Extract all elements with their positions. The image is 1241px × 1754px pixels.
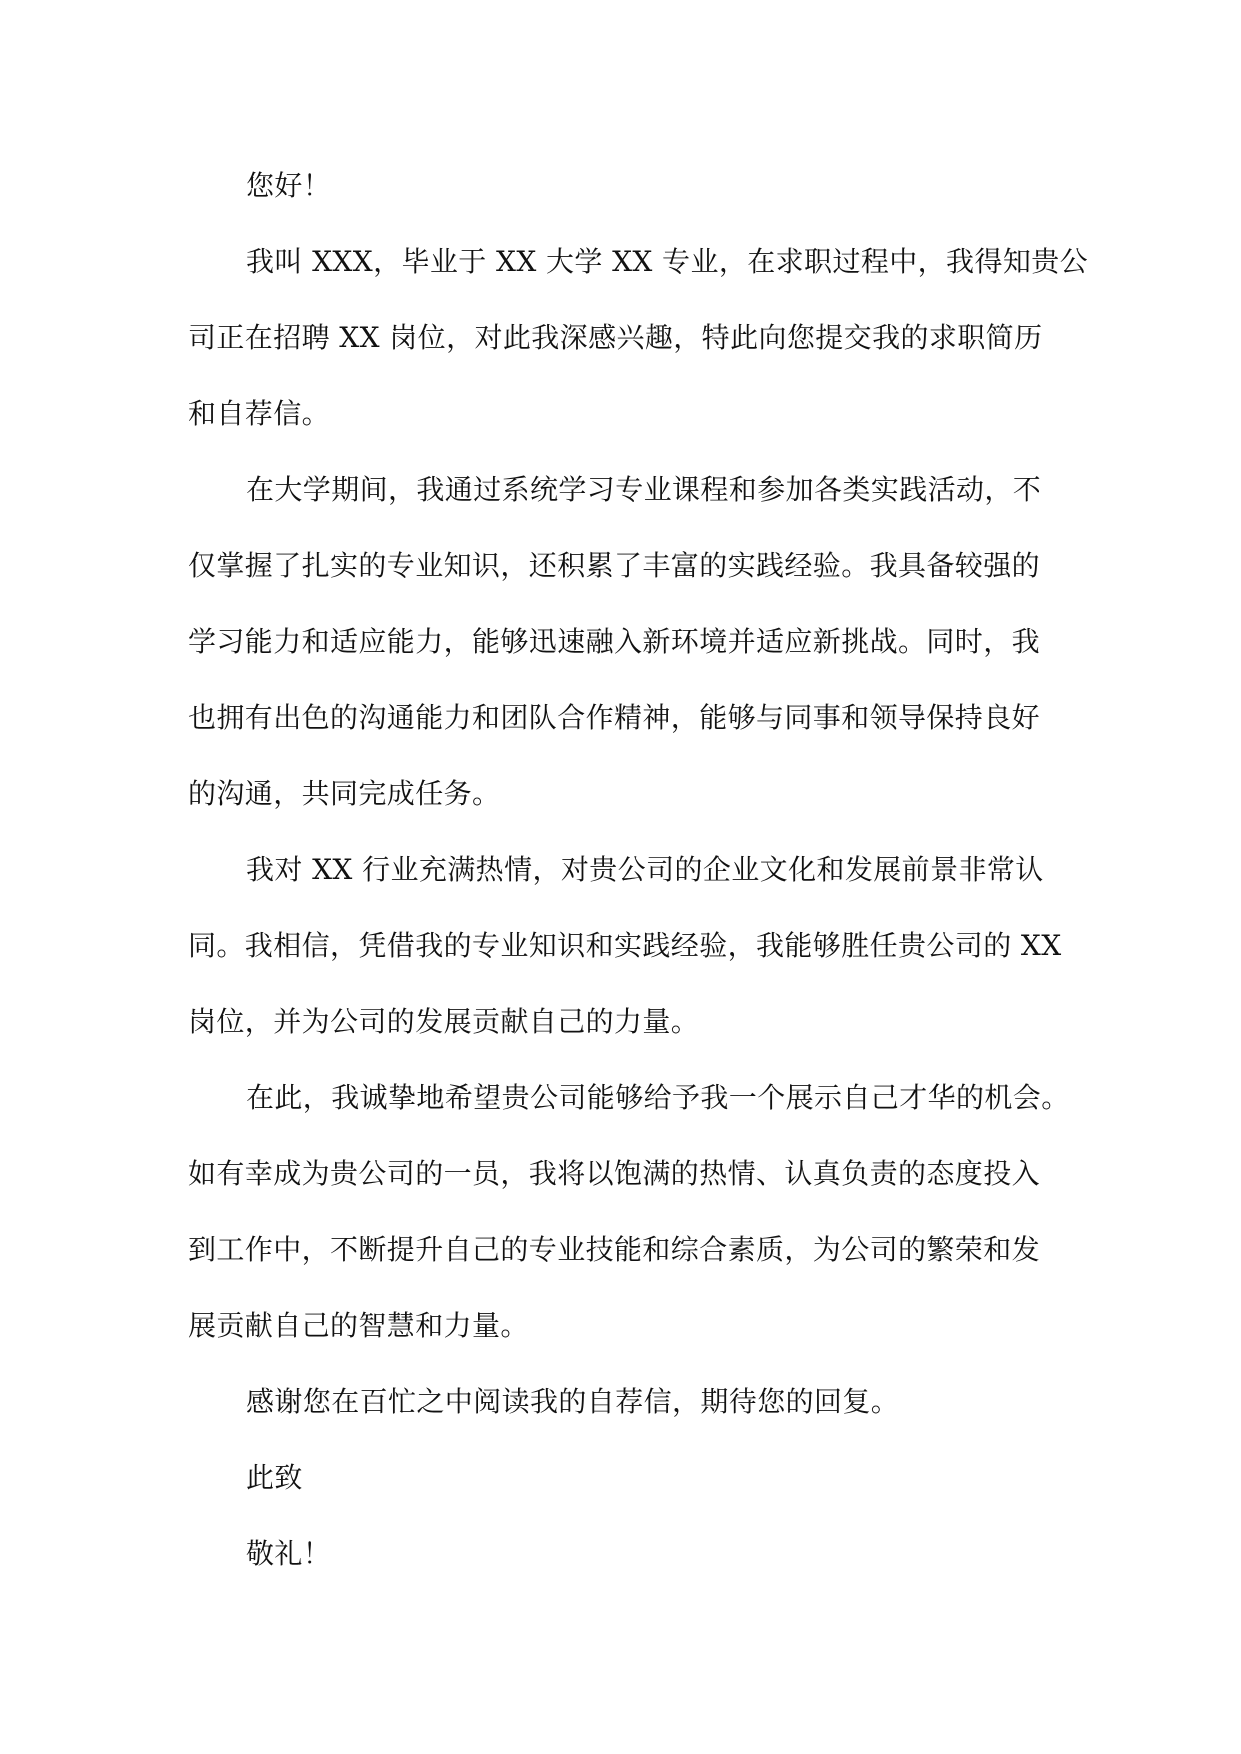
paragraph-line: 和自荐信。 — [188, 397, 331, 430]
paragraph-line: 学习能力和适应能力，能够迅速融入新环境并适应新挑战。同时，我 — [188, 625, 1041, 658]
paragraph-1 — [188, 224, 1089, 452]
paragraph-line: 仅掌握了扎实的专业知识，还积累了丰富的实践经验。我具备较强的 — [188, 549, 1041, 582]
paragraph-2 — [188, 452, 1060, 832]
paragraph-line: 岗位，并为公司的发展贡献自己的力量。 — [188, 1005, 700, 1038]
paragraph-line: 在此，我诚挚地希望贵公司能够给予我一个展示自己才华的机会。 — [246, 1081, 1070, 1114]
paragraph-line: 同。我相信，凭借我的专业知识和实践经验，我能够胜任贵公司的 XX — [188, 929, 1062, 962]
closing-salutation: 此致 — [246, 1461, 303, 1494]
paragraph-line: 如有幸成为贵公司的一员，我将以饱满的热情、认真负责的态度投入 — [188, 1157, 1041, 1190]
paragraph-line: 我对 XX 行业充满热情，对贵公司的企业文化和发展前景非常认 — [246, 853, 1044, 886]
greeting: 您好！ — [246, 169, 332, 202]
paragraph-5: 感谢您在百忙之中阅读我的自荐信，期待您的回复。 — [246, 1385, 900, 1418]
paragraph-line: 也拥有出色的沟通能力和团队合作精神，能够与同事和领导保持良好 — [188, 701, 1041, 734]
paragraph-line: 司正在招聘 XX 岗位，对此我深感兴趣，特此向您提交我的求职简历 — [188, 321, 1043, 354]
paragraph-line: 到工作中，不断提升自己的专业技能和综合素质，为公司的繁荣和发 — [188, 1233, 1041, 1266]
paragraph-line: 在大学期间，我通过系统学习专业课程和参加各类实践活动，不 — [246, 473, 1042, 506]
paragraph-line: 的沟通，共同完成任务。 — [188, 777, 501, 810]
paragraph-line: 我叫 XXX，毕业于 XX 大学 XX 专业，在求职过程中，我得知贵公 — [246, 245, 1089, 278]
closing-regards: 敬礼！ — [246, 1537, 332, 1570]
letter-body — [188, 148, 1089, 1592]
paragraph-3 — [188, 832, 1060, 1060]
paragraph-line: 展贡献自己的智慧和力量。 — [188, 1309, 529, 1342]
paragraph-4 — [188, 1060, 1070, 1364]
